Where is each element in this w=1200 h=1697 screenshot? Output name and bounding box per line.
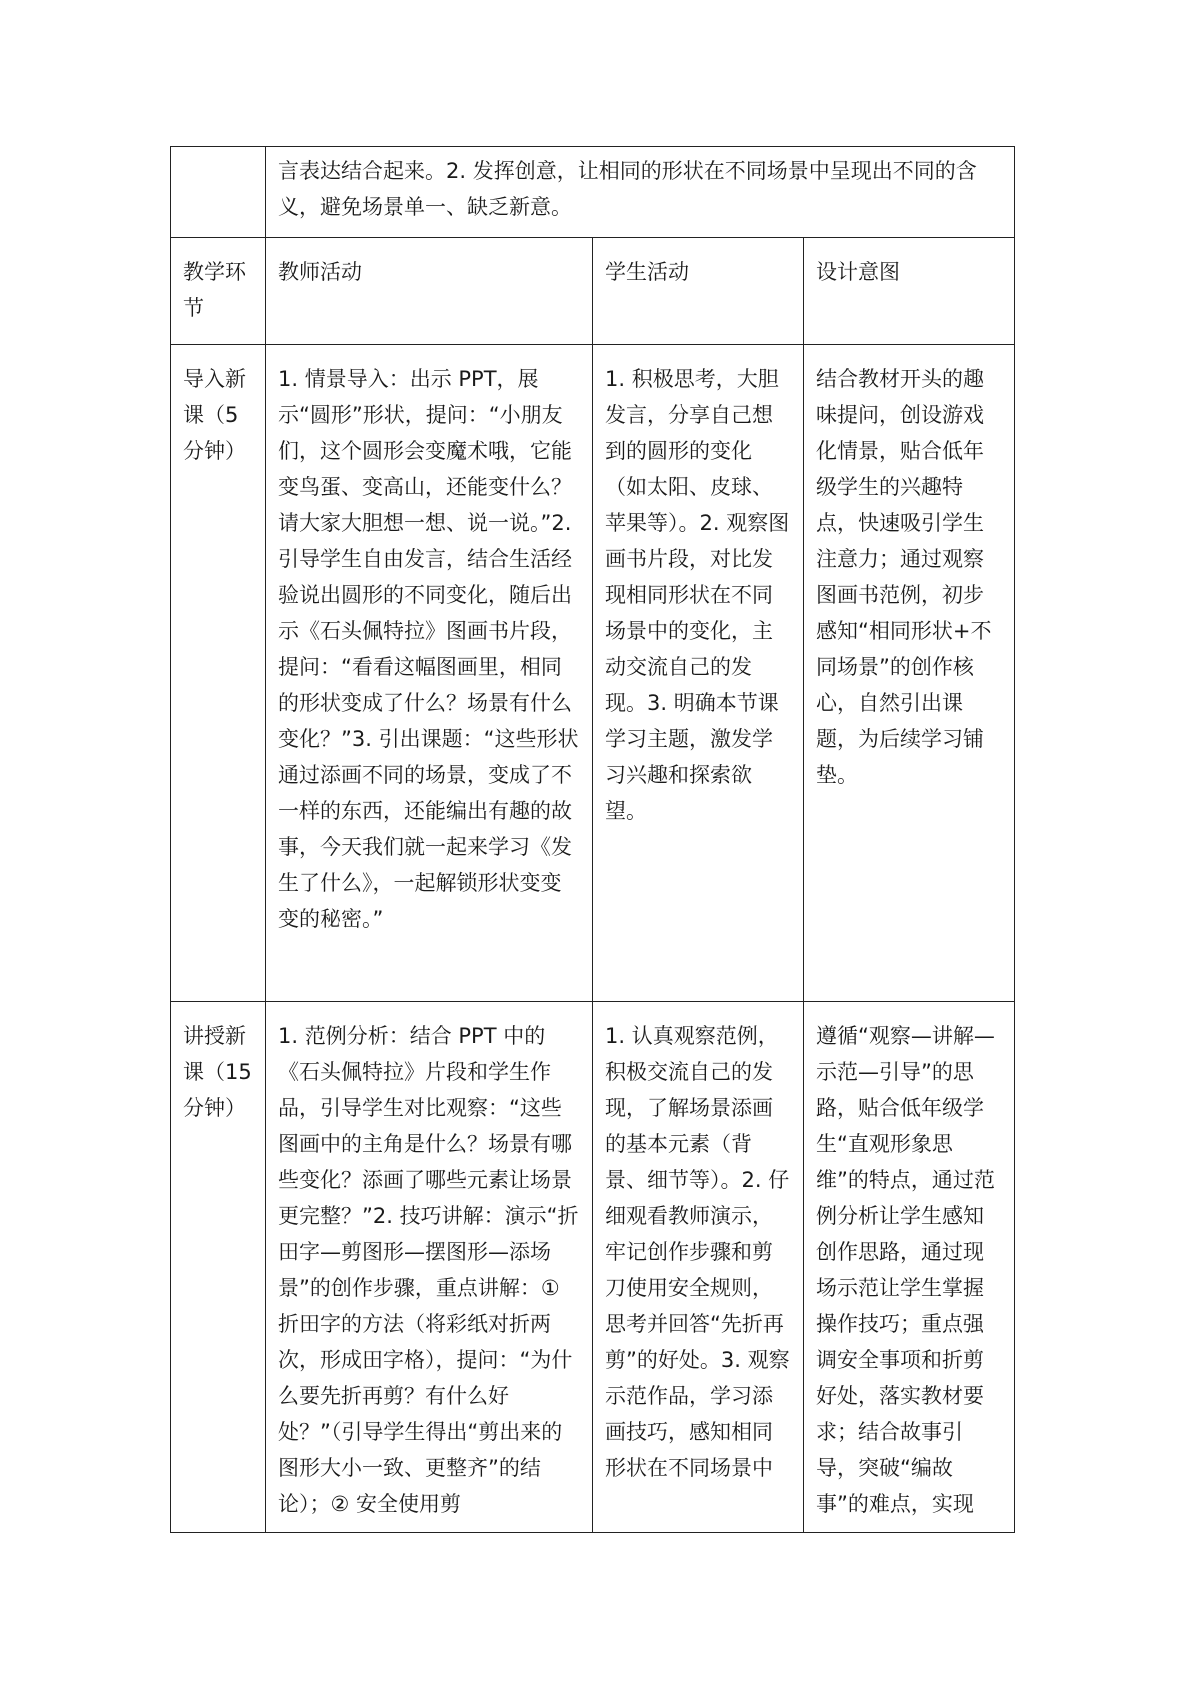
lesson-plan-table	[170, 146, 1015, 1533]
stage-cell: 导入新课（5分钟）	[171, 345, 266, 1002]
design-intent-cell: 遵循“观察—讲解—示范—引导”的思路，贴合低年级学生“直观形象思维”的特点，通过范例分析让学生感知创作思路，通过现场示范让学生掌握操作技巧；重点强调安全事项和折剪好处，落实教材要求；结合故事引导，突破“编故事”的难点，实现	[804, 1002, 1015, 1533]
student-activity-cell: 1. 认真观察范例，积极交流自己的发现，了解场景添画的基本元素（背景、细节等）。2. 仔细观看教师演示，牢记创作步骤和剪刀使用安全规则，思考并回答“先折再剪”的好处。3. 观察示范作品，学习添画技巧，感知相同形状在不同场景中	[593, 1002, 804, 1533]
stage-cell	[171, 147, 266, 238]
header-design: 设计意图	[804, 238, 1015, 345]
table-row	[171, 345, 1015, 1002]
table-row-continued	[171, 147, 1015, 238]
design-intent-cell: 结合教材开头的趣味提问，创设游戏化情景，贴合低年级学生的兴趣特点，快速吸引学生注意力；通过观察图画书范例，初步感知“相同形状+不同场景”的创作核心，自然引出课题，为后续学习铺垫。	[804, 345, 1015, 1002]
teacher-activity-cell: 1. 范例分析：结合 PPT 中的《石头佩特拉》片段和学生作品，引导学生对比观察：“这些图画中的主角是什么？场景有哪些变化？添画了哪些元素让场景更完整？”2. 技巧讲解：演示“折田字—剪图形—摆图形—添场景”的创作步骤，重点讲解：① 折田字的方法（将彩纸对折两次，形成田字格），提问：“为什么要先折再剪？有什么好处？”（引导学生得出“剪出来的图形大小一致、更整齐”的结论）；② 安全使用剪	[266, 1002, 593, 1533]
student-activity-cell: 1. 积极思考，大胆发言，分享自己想到的圆形的变化（如太阳、皮球、苹果等）。2. 观察图画书片段，对比发现相同形状在不同场景中的变化，主动交流自己的发现。3. 明确本节课学习主题，激发学习兴趣和探索欲望。	[593, 345, 804, 1002]
header-student: 学生活动	[593, 238, 804, 345]
teacher-activity-cell: 1. 情景导入：出示 PPT，展示“圆形”形状，提问：“小朋友们，这个圆形会变魔术哦，它能变鸟蛋、变高山，还能变什么？请大家大胆想一想、说一说。”2. 引导学生自由发言，结合生活经验说出圆形的不同变化，随后出示《石头佩特拉》图画书片段，提问：“看看这幅图画里，相同的形状变成了什么？场景有什么变化？”3. 引出课题：“这些形状通过添画不同的场景，变成了不一样的东西，还能编出有趣的故事，今天我们就一起来学习《发生了什么》，一起解锁形状变变变的秘密。”	[266, 345, 593, 1002]
table-header-row	[171, 238, 1015, 345]
header-stage: 教学环节	[171, 238, 266, 345]
continued-text-cell: 言表达结合起来。2. 发挥创意，让相同的形状在不同场景中呈现出不同的含义，避免场景单一、缺乏新意。	[266, 147, 1015, 238]
table-row	[171, 1002, 1015, 1533]
stage-cell: 讲授新课（15分钟）	[171, 1002, 266, 1533]
header-teacher: 教师活动	[266, 238, 593, 345]
